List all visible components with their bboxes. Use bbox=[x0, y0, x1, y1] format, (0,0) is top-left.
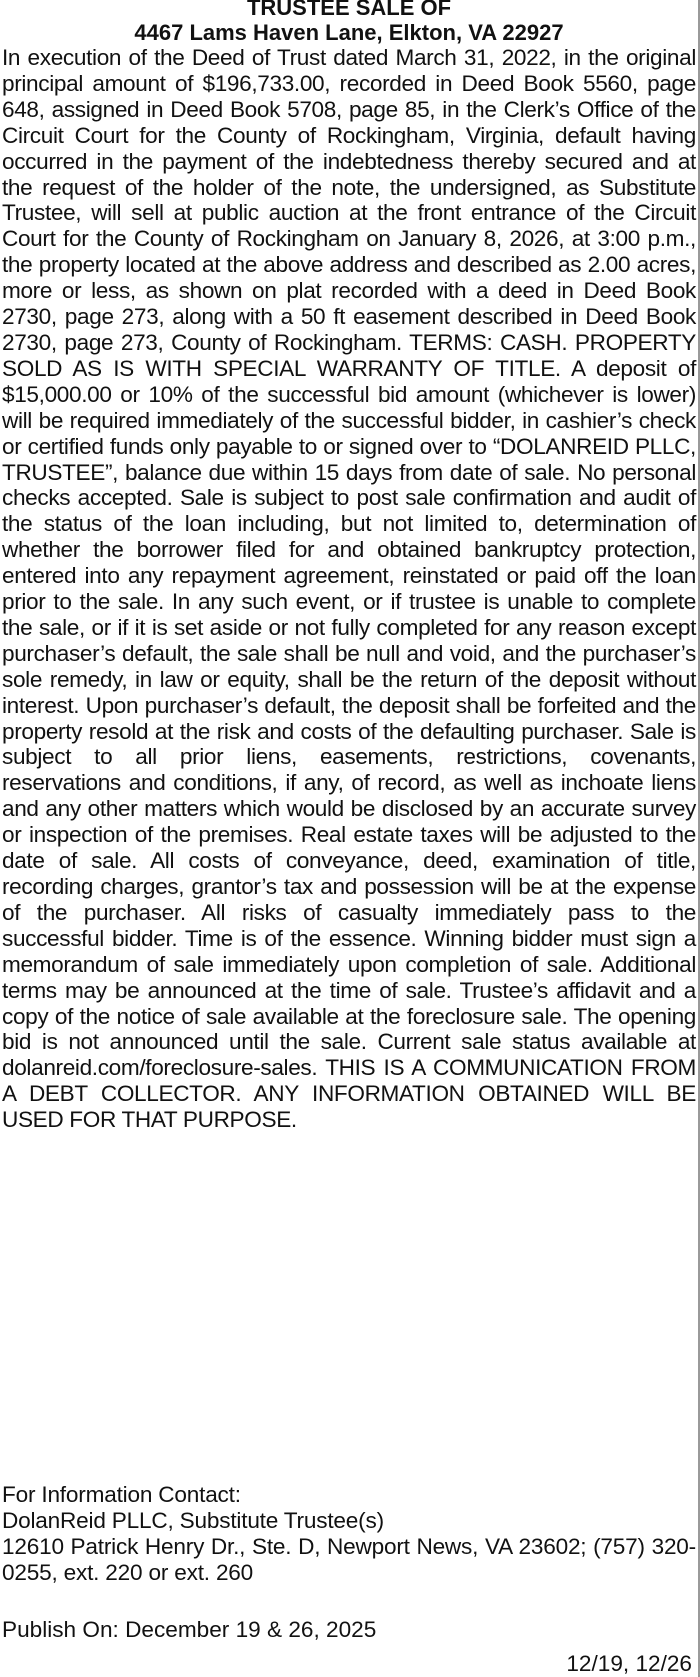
contact-firm: DolanReid PLLC, Substitute Trustee(s) bbox=[2, 1507, 384, 1533]
notice-title-address: 4467 Lams Haven Lane, Elkton, VA 22927 bbox=[134, 20, 564, 45]
publish-on: Publish On: December 19 & 26, 2025 bbox=[2, 1617, 377, 1642]
notice-title-line-1: TRUSTEE SALE OF bbox=[246, 0, 452, 20]
contact-address: 12610 Patrick Henry Dr., Ste. D, Newport News, VA 23602; (757) 320-0255, ext. 220 or ext. 260 bbox=[2, 1533, 696, 1585]
contact-section bbox=[2, 1482, 696, 1586]
legal-notice bbox=[2, 0, 696, 1133]
notice-title bbox=[2, 0, 696, 45]
notice-body: In execution of the Deed of Trust dated March 31, 2022, in the original principal amount of $196,733.00, recorded in Deed Book 5560, page 648, assigned in Deed Book 5708, page 85, in the Clerk’s Office of the Circuit Court for the County of Rockingham, Virginia, default having occurred in the payment of the indebtedness thereby secured and at the request of the holder of the note, the undersigned, as Substitute Trustee, will sell at public auction at the front entrance of the Circuit Court for the County of Rockingham on January 8, 2026, at 3:00 p.m., the property located at the above address and described as 2.00 acres, more or less, as shown on plat recorded with a deed in Deed Book 2730, page 273, along with a 50 ft easement described in Deed Book 2730, page 273, County of Rockingham. TERMS: CASH. PROPERTY SOLD AS IS WITH SPECIAL WARRANTY OF TITLE. A deposit of $15,000.00 or 10% of the successful bid amount (whichever is lower) will be required immediately of the successful bidder, in cashier’s check or certified funds only payable to or signed over to “DOLANREID PLLC, TRUSTEE”, balance due within 15 days from date of sale. No personal checks accepted. Sale is subject to post sale confirmation and audit of the status of the loan including, but not limited to, determination of whether the borrower filed for and obtained bankruptcy protection, entered into any repayment agreement, reinstated or paid off the loan prior to the sale. In any such event, or if trustee is unable to complete the sale, or if it is set aside or not fully completed for any reason except purchaser’s default, the sale shall be null and void, and the purchaser’s sole remedy, in law or equity, shall be the return of the deposit without interest. Upon purchaser’s default, the deposit shall be forfeited and the property resold at the risk and costs of the defaulting purchaser. Sale is subject to all prior liens, easements, restrictions, covenants, reservations and conditions, if any, of record, as well as inchoate liens and any other matters which would be disclosed by an accurate survey or inspection of the premises. Real estate taxes will be adjusted to the date of sale. All costs of conveyance, deed, examination of title, recording charges, grantor’s tax and possession will be at the expense of the purchaser. All risks of casualty immediately pass to the successful bidder. Time is of the essence. Winning bidder must sign a memorandum of sale immediately upon completion of sale. Additional terms may be announced at the time of sale. Trustee’s affidavit and a copy of the notice of sale available at the foreclosure sale. The opening bid is not announced until the sale. Current sale status available at dolanreid.com/​foreclosure-sales. THIS IS A COMMUNICATION FROM A DEBT COLLECTOR. ANY INFORMATION OBTAINED WILL BE USED FOR THAT PURPOSE. bbox=[2, 45, 696, 1133]
run-dates: 12/19, 12/26 bbox=[566, 1651, 692, 1676]
contact-heading: For Information Contact: bbox=[2, 1482, 241, 1507]
